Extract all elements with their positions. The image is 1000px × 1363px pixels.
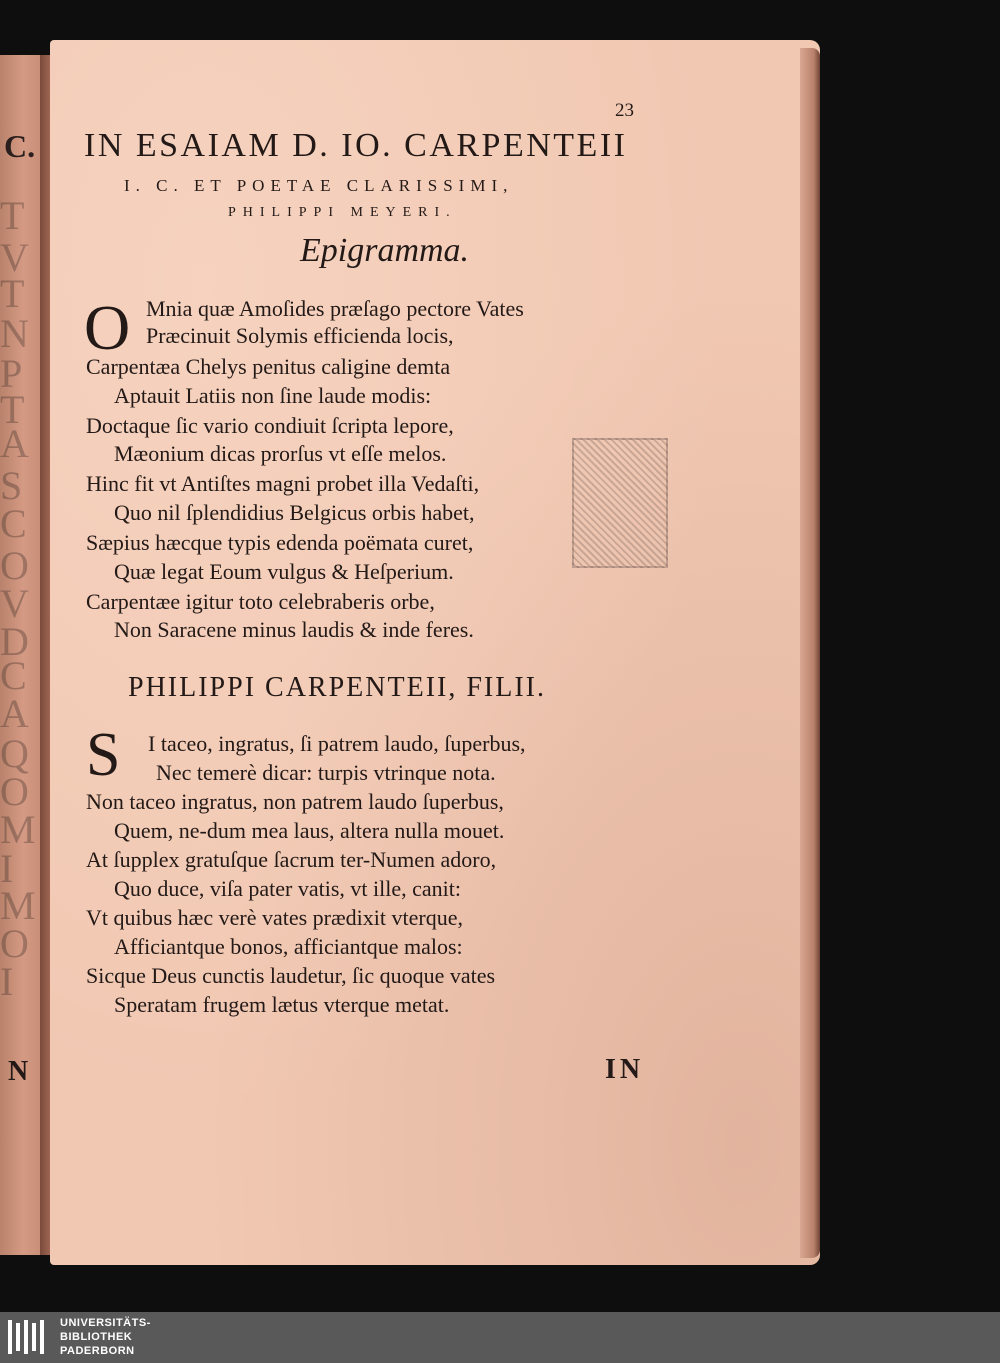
poem-1-line: Aptauit Latiis non ſine laude modis: (114, 383, 432, 408)
left-page-letter: O (0, 543, 29, 588)
drop-cap-o: O (84, 292, 131, 363)
left-page-letter: I (0, 959, 14, 1004)
poem-1-line: Non Saracene minus laudis & inde feres. (114, 617, 474, 642)
left-page-letter: C. (4, 128, 36, 164)
poem-2-line: Quo duce, viſa pater vatis, vt ille, canit: (114, 876, 462, 901)
poem-1-line: Carpentæe igitur toto celebraberis orbe, (86, 589, 435, 614)
left-page-catchword: N (8, 1056, 31, 1087)
poem-1-line: Quæ legat Eoum vulgus & Heſperium. (114, 559, 454, 584)
poem-2-line: Speratam frugem lætus vterque metat. (114, 992, 450, 1017)
poem-1-line: Sæpius hæcque typis edenda poëmata curet, (86, 530, 474, 555)
poem-1-line: Mæonium dicas prorſus vt eſſe melos. (114, 441, 447, 466)
book-page (50, 40, 820, 1265)
poem-2-line: Nec temerè dicar: turpis vtrinque nota. (156, 760, 496, 785)
poem-2-line: I taceo, ingratus, ſi patrem laudo, ſuperbus, (148, 731, 526, 756)
poem-1-line: Hinc fit vt Antiſtes magni probet illa Vedaſti, (86, 471, 480, 496)
epigram-heading: Epigramma. (300, 232, 470, 269)
left-page-letter: V (0, 235, 29, 280)
library-footer (0, 1312, 1000, 1363)
poem-2-line: Quem, ne-dum mea laus, altera nulla mouet. (114, 818, 505, 843)
poem-1-line: Mnia quæ Amoſides præſago pectore Vates (146, 296, 524, 321)
poem-1-line: Doctaque ſic vario condiuit ſcripta lepore, (86, 413, 454, 438)
title-line-1: IN ESAIAM D. IO. CARPENTEII (84, 127, 628, 164)
left-page-letter: T (0, 271, 25, 316)
drop-cap-s: S (86, 721, 121, 789)
show-through-woodcut (572, 438, 668, 568)
left-page-letter: V (0, 581, 29, 626)
poem-2-line: Non taceo ingratus, non patrem laudo ſuperbus, (86, 789, 504, 814)
page-number: 23 (615, 100, 634, 121)
page-edge (800, 48, 820, 1258)
poem-1-line: Carpentæa Chelys penitus caligine demta (86, 354, 451, 379)
left-page-letter: N (0, 311, 29, 356)
university-library-logo (8, 1320, 48, 1358)
poem-1-line: Præcinuit Solymis efficienda locis, (146, 323, 454, 348)
title-line-3: PHILIPPI MEYERI. (228, 205, 457, 220)
left-page-letter: O (0, 769, 29, 814)
left-page-letter: Q (0, 731, 29, 776)
poem-1-line: Quo nil ſplendidius Belgicus orbis habet, (114, 500, 475, 525)
section-title: PHILIPPI CARPENTEII, FILII. (128, 672, 546, 703)
left-page-letter: C (0, 653, 27, 698)
left-page-letter: D (0, 619, 29, 664)
poem-2-line: Sicque Deus cunctis laudetur, ſic quoque vates (86, 963, 496, 988)
poem-2-line: At ſupplex gratuſque ſacrum ter-Numen adoro, (86, 847, 497, 872)
catchword: IN (605, 1054, 645, 1085)
poem-2-line: Vt quibus hæc verè vates prædixit vterque, (86, 905, 463, 930)
title-line-2: I. C. ET POETAE CLARISSIMI, (124, 176, 514, 195)
footer-line-1: UNIVERSITÄTS- (60, 1317, 151, 1329)
left-page-letter: P (0, 351, 23, 396)
left-page-letter: C (0, 501, 27, 546)
left-page-letter: T (0, 387, 25, 432)
left-page-letter: O (0, 921, 29, 966)
left-page-letter: T (0, 193, 25, 238)
poem-2-line: Afficiantque bonos, afficiantque malos: (114, 934, 463, 959)
left-page-letter: A (0, 421, 29, 466)
left-page-letter: M (0, 883, 36, 928)
left-page-letter: S (0, 463, 23, 508)
left-page-letter: I (0, 846, 14, 891)
footer-line-2: BIBLIOTHEK (60, 1331, 133, 1343)
footer-line-3: PADERBORN (60, 1345, 135, 1357)
left-page-letter: M (0, 807, 36, 852)
left-page-letter: A (0, 691, 29, 736)
